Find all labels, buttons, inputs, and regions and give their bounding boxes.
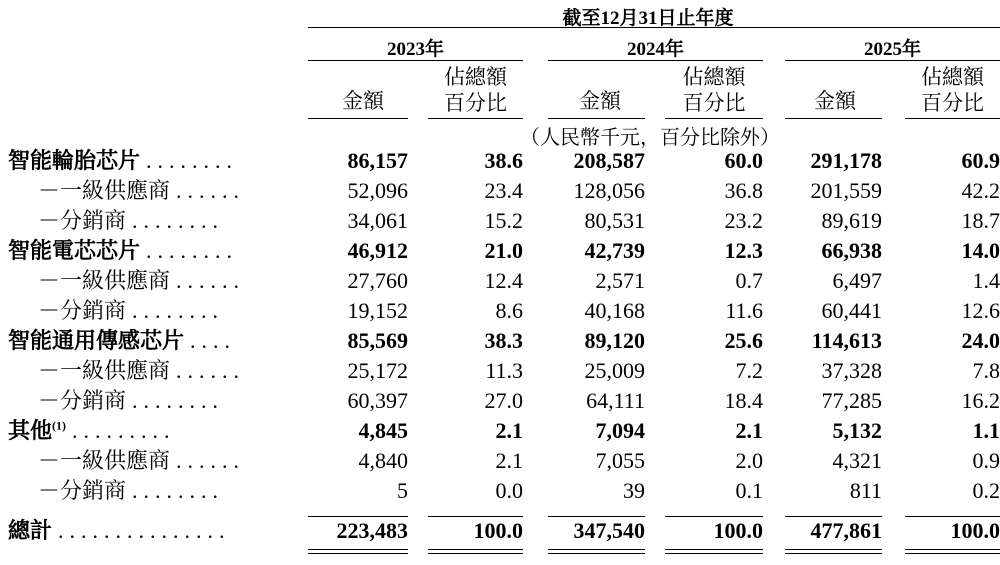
amount-cell: 7,055 — [595, 448, 645, 473]
row-label — [8, 236, 140, 266]
amount-cell: 27,760 — [347, 268, 408, 293]
table-row — [0, 206, 1000, 236]
col-amount-2024: 金額 — [579, 89, 621, 113]
row-label-text: －一級供應商 — [38, 268, 171, 293]
amount-cell: 25,172 — [347, 358, 408, 383]
amount-cell: 89,619 — [821, 208, 882, 233]
amount-cell: 4,321 — [832, 448, 882, 473]
col-amount-2023: 金額 — [342, 89, 384, 113]
colhead-rule — [428, 118, 523, 119]
col-pct-line2: 百分比 — [444, 91, 507, 115]
year-2024-header: 2024年 — [626, 39, 684, 60]
table-row — [0, 296, 1000, 326]
table-row — [0, 266, 1000, 296]
amount-cell: 39 — [623, 478, 645, 503]
colhead-rule — [665, 118, 763, 119]
col-pct-line1: 佔總額 — [682, 65, 746, 89]
amount-cell: 7,094 — [595, 418, 645, 443]
amount-cell: 34,061 — [347, 208, 408, 233]
year-2025-header: 2025年 — [863, 39, 921, 60]
table-row — [0, 516, 1000, 546]
row-label-text: 智能電芯芯片 — [8, 238, 141, 263]
total-rule — [428, 516, 523, 517]
percent-cell: 100.0 — [473, 518, 523, 543]
amount-cell: 128,056 — [573, 178, 645, 203]
amount-cell: 25,009 — [584, 358, 645, 383]
leader-dots: ...... — [176, 358, 245, 383]
row-label — [8, 516, 52, 546]
col-pct-line2: 百分比 — [921, 91, 984, 115]
leader-dots: ............... — [58, 518, 231, 543]
row-label-text: －分銷商 — [38, 388, 127, 413]
row-label — [8, 326, 184, 356]
percent-cell: 100.0 — [713, 518, 763, 543]
percent-cell: 7.8 — [972, 358, 1000, 383]
colhead-rule — [548, 118, 645, 119]
amount-cell: 60,397 — [347, 388, 408, 413]
percent-cell: 2.1 — [495, 418, 523, 443]
percent-cell: 12.6 — [961, 298, 1000, 323]
percent-cell: 16.2 — [961, 388, 1000, 413]
colhead-rule — [905, 118, 1000, 119]
col-pct-2023 — [428, 64, 523, 116]
row-label — [38, 356, 170, 386]
percent-cell: 0.7 — [735, 268, 763, 293]
percent-cell: 12.4 — [484, 268, 523, 293]
percent-cell: 14.0 — [961, 238, 1000, 263]
percent-cell: 0.1 — [735, 478, 763, 503]
percent-cell: 42.2 — [961, 178, 1000, 203]
percent-cell: 2.1 — [495, 448, 523, 473]
amount-cell: 64,111 — [586, 388, 645, 413]
row-label — [38, 386, 126, 416]
amount-cell: 6,497 — [832, 268, 882, 293]
total-rule — [308, 516, 408, 517]
amount-cell: 291,178 — [810, 148, 882, 173]
table-row — [0, 176, 1000, 206]
percent-cell: 15.2 — [484, 208, 523, 233]
footnote-marker: (1) — [52, 418, 67, 433]
table-row — [0, 446, 1000, 476]
row-label-text: －分銷商 — [38, 208, 127, 233]
percent-cell: 8.6 — [495, 298, 523, 323]
leader-dots: ...... — [176, 178, 245, 203]
percent-cell: 2.0 — [735, 448, 763, 473]
amount-cell: 46,912 — [347, 238, 408, 263]
amount-cell: 208,587 — [573, 148, 645, 173]
leader-dots: ...... — [176, 448, 245, 473]
row-label-text: －一級供應商 — [38, 178, 171, 203]
leader-dots: ........ — [132, 388, 224, 413]
amount-cell: 811 — [849, 478, 882, 503]
percent-cell: 38.6 — [484, 148, 523, 173]
percent-cell: 100.0 — [950, 518, 1000, 543]
row-label — [38, 176, 170, 206]
leader-dots: ........ — [146, 148, 238, 173]
amount-cell: 2,571 — [595, 268, 645, 293]
amount-cell: 477,861 — [810, 518, 882, 543]
leader-dots: ........ — [146, 238, 238, 263]
percent-cell: 23.2 — [724, 208, 763, 233]
amount-cell: 19,152 — [347, 298, 408, 323]
col-pct-line1: 佔總額 — [921, 65, 984, 89]
row-label — [38, 266, 170, 296]
amount-cell: 40,168 — [584, 298, 645, 323]
percent-cell: 1.4 — [972, 268, 1000, 293]
percent-cell: 27.0 — [484, 388, 523, 413]
leader-dots: ........ — [132, 208, 224, 233]
amount-cell: 5 — [397, 478, 408, 503]
leader-dots: ........ — [132, 478, 224, 503]
table-row — [0, 236, 1000, 266]
amount-cell: 37,328 — [821, 358, 882, 383]
col-amount-2025: 金額 — [814, 89, 856, 113]
row-label-text: 總計 — [8, 518, 53, 543]
amount-cell: 4,840 — [358, 448, 408, 473]
year-2023-header: 2023年 — [386, 39, 444, 60]
amount-cell: 86,157 — [347, 148, 408, 173]
year-2023-rule — [308, 60, 523, 61]
total-double-rule — [308, 549, 408, 554]
leader-dots: ......... — [72, 418, 176, 443]
percent-cell: 18.7 — [961, 208, 1000, 233]
amount-cell: 60,441 — [821, 298, 882, 323]
row-label-text: 智能通用傳感芯片 — [8, 328, 185, 353]
total-double-rule — [665, 549, 763, 554]
col-pct-2024 — [665, 64, 763, 116]
table-row — [0, 356, 1000, 386]
percent-cell: 60.9 — [961, 148, 1000, 173]
percent-cell: 25.6 — [724, 328, 763, 353]
row-label — [38, 476, 126, 506]
total-double-rule — [785, 549, 882, 554]
row-label-text: 智能輪胎芯片 — [8, 148, 141, 173]
percent-cell: 2.1 — [735, 418, 763, 443]
row-label-text: 其他 — [8, 418, 53, 443]
total-rule — [785, 516, 882, 517]
amount-cell: 42,739 — [584, 238, 645, 263]
amount-cell: 223,483 — [336, 518, 408, 543]
row-label — [38, 296, 126, 326]
row-label-text: －一級供應商 — [38, 448, 171, 473]
col-pct-2025 — [905, 64, 1000, 116]
amount-cell: 4,845 — [358, 418, 408, 443]
percent-cell: 11.6 — [725, 298, 763, 323]
year-2024-rule — [548, 60, 763, 61]
percent-cell: 0.9 — [972, 448, 1000, 473]
leader-dots: ........ — [132, 298, 224, 323]
amount-cell: 201,559 — [810, 178, 882, 203]
amount-cell: 89,120 — [584, 328, 645, 353]
leader-dots: ...... — [176, 268, 245, 293]
percent-cell: 36.8 — [724, 178, 763, 203]
amount-cell: 52,096 — [347, 178, 408, 203]
row-label — [8, 146, 140, 176]
leader-dots: .... — [190, 328, 236, 353]
row-label — [38, 446, 170, 476]
amount-cell: 114,613 — [811, 328, 882, 353]
amount-cell: 77,285 — [821, 388, 882, 413]
row-label-text: －分銷商 — [38, 478, 127, 503]
percent-cell: 18.4 — [724, 388, 763, 413]
col-pct-line2: 百分比 — [682, 91, 746, 115]
percent-cell: 0.0 — [495, 478, 523, 503]
total-rule — [665, 516, 763, 517]
total-rule — [548, 516, 645, 517]
total-double-rule — [428, 549, 523, 554]
table-row — [0, 326, 1000, 356]
percent-cell: 12.3 — [724, 238, 763, 263]
unit-note: （人民幣千元，百分比除外） — [520, 127, 780, 149]
period-header: 截至12月31日止年度 — [562, 8, 734, 29]
percent-cell: 60.0 — [724, 148, 763, 173]
total-double-rule — [905, 549, 1000, 554]
row-label-text: －分銷商 — [38, 298, 127, 323]
row-label-text: －一級供應商 — [38, 358, 171, 383]
amount-cell: 80,531 — [584, 208, 645, 233]
amount-cell: 347,540 — [573, 518, 645, 543]
percent-cell: 11.3 — [485, 358, 523, 383]
total-rule — [905, 516, 1000, 517]
amount-cell: 85,569 — [347, 328, 408, 353]
col-pct-line1: 佔總額 — [444, 65, 507, 89]
percent-cell: 0.2 — [972, 478, 1000, 503]
percent-cell: 38.3 — [484, 328, 523, 353]
percent-cell: 24.0 — [961, 328, 1000, 353]
row-label — [8, 416, 66, 446]
colhead-rule — [785, 118, 882, 119]
total-double-rule — [548, 549, 645, 554]
percent-cell: 7.2 — [735, 358, 763, 383]
row-label — [38, 206, 126, 236]
table-row — [0, 386, 1000, 416]
year-2025-rule — [785, 60, 1000, 61]
amount-cell: 5,132 — [832, 418, 882, 443]
percent-cell: 1.1 — [972, 418, 1000, 443]
amount-cell: 66,938 — [821, 238, 882, 263]
table-row — [0, 476, 1000, 506]
header-rule — [308, 27, 1000, 28]
table-row — [0, 416, 1000, 446]
percent-cell: 21.0 — [484, 238, 523, 263]
table-row — [0, 146, 1000, 176]
colhead-rule — [308, 118, 408, 119]
percent-cell: 23.4 — [484, 178, 523, 203]
